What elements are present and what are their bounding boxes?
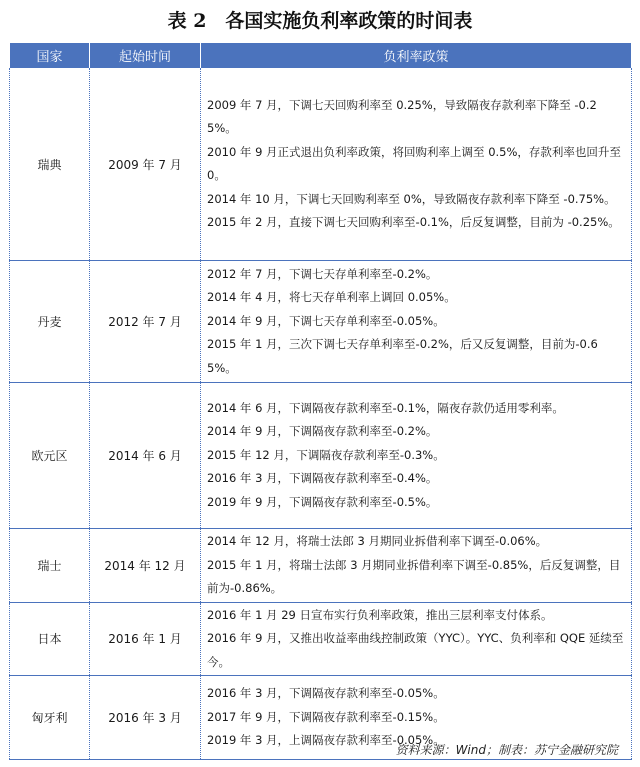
table-row — [10, 602, 632, 676]
policy-item: 2019 年 3 月，上调隔夜存款利率至-0.05%。 — [207, 733, 445, 748]
policy-item: 2015 年 12 月，下调隔夜存款利率至-0.3%。 — [207, 447, 445, 462]
start-time-cell: 2012 年 7 月 — [90, 261, 201, 383]
country-cell: 瑞士 — [10, 529, 90, 603]
policy-item: 2014 年 6 月，下调隔夜存款利率至-0.1%，隔夜存款仍适用零利率。 — [207, 400, 564, 415]
policy-item: 2015 年 2 月，直接下调七天回购利率至-0.1%，后反复调整，目前为 -0.25%。 — [207, 215, 620, 229]
policy-item: 2010 年 9 月正式退出负利率政策，将回购利率上调至 0.5%，存款利率也回升至 0。 — [207, 144, 621, 182]
start-time-cell: 2009 年 7 月 — [90, 68, 201, 261]
start-time-cell: 2014 年 6 月 — [90, 383, 201, 529]
policy-item: 2014 年 10 月，下调七天回购利率至 0%，导致隔夜存款利率下降至 -0.75%。 — [207, 191, 616, 206]
start-time-cell: 2014 年 12 月 — [90, 529, 201, 603]
policy-item: 2016 年 9 月，又推出收益率曲线控制政策（YYC）。YYC、负利率和 QQE 延续至今。 — [207, 631, 624, 669]
country-cell: 欧元区 — [10, 383, 90, 529]
policy-cell — [201, 529, 632, 603]
policy-item: 2019 年 9 月，下调隔夜存款利率至-0.5%。 — [207, 494, 438, 509]
start-time-cell: 2016 年 3 月 — [90, 676, 201, 760]
source-note: 资料来源：Wind；制表：苏宁金融研究院 — [395, 743, 618, 757]
policy-item: 2016 年 3 月，下调隔夜存款利率至-0.4%。 — [207, 471, 438, 486]
policy-item: 2014 年 4 月，将七天存单利率上调回 0.05%。 — [207, 290, 456, 305]
negative-rate-policy-table — [9, 43, 632, 760]
header-country: 国家 — [10, 43, 90, 68]
table-body — [10, 68, 632, 760]
start-time-cell: 2016 年 1 月 — [90, 602, 201, 676]
policy-item: 2014 年 9 月，下调隔夜存款利率至-0.2%。 — [207, 424, 438, 439]
policy-item: 2015 年 1 月，三次下调七天存单利率至-0.2%，后又反复调整，目前为-0.65%。 — [207, 337, 598, 375]
table-header-row — [10, 43, 632, 68]
table-title: 表 2 各国实施负利率政策的时间表 — [167, 10, 473, 32]
policy-item: 2014 年 12 月，将瑞士法郎 3 月期同业拆借利率下调至-0.06%。 — [207, 534, 548, 548]
header-policy: 负利率政策 — [201, 43, 632, 68]
policy-cell — [201, 68, 632, 261]
table-row — [10, 68, 632, 261]
policy-item: 2016 年 3 月，下调隔夜存款利率至-0.05%。 — [207, 686, 445, 701]
policy-item: 2016 年 1 月 29 日宣布实行负利率政策，推出三层利率支付体系。 — [207, 607, 553, 622]
policy-cell — [201, 602, 632, 676]
table-row — [10, 383, 632, 529]
policy-item: 2012 年 7 月，下调七天存单利率至-0.2%。 — [207, 266, 438, 281]
policy-cell — [201, 261, 632, 383]
country-cell: 日本 — [10, 602, 90, 676]
table-row — [10, 529, 632, 603]
policy-cell — [201, 383, 632, 529]
policy-item: 2009 年 7 月，下调七天回购利率至 0.25%，导致隔夜存款利率下降至 -0.25%。 — [207, 97, 597, 135]
header-start-time: 起始时间 — [90, 43, 201, 68]
policy-item: 2014 年 9 月，下调七天存单利率至-0.05%。 — [207, 313, 445, 328]
country-cell: 丹麦 — [10, 261, 90, 383]
country-cell: 匈牙利 — [10, 676, 90, 760]
table-row — [10, 261, 632, 383]
policy-item: 2015 年 1 月，将瑞士法郎 3 月期同业拆借利率下调至-0.85%，后反复调整，目前为-0.86%。 — [207, 557, 621, 595]
policy-item: 2017 年 9 月，下调隔夜存款利率至-0.15%。 — [207, 709, 445, 724]
country-cell: 瑞典 — [10, 68, 90, 261]
